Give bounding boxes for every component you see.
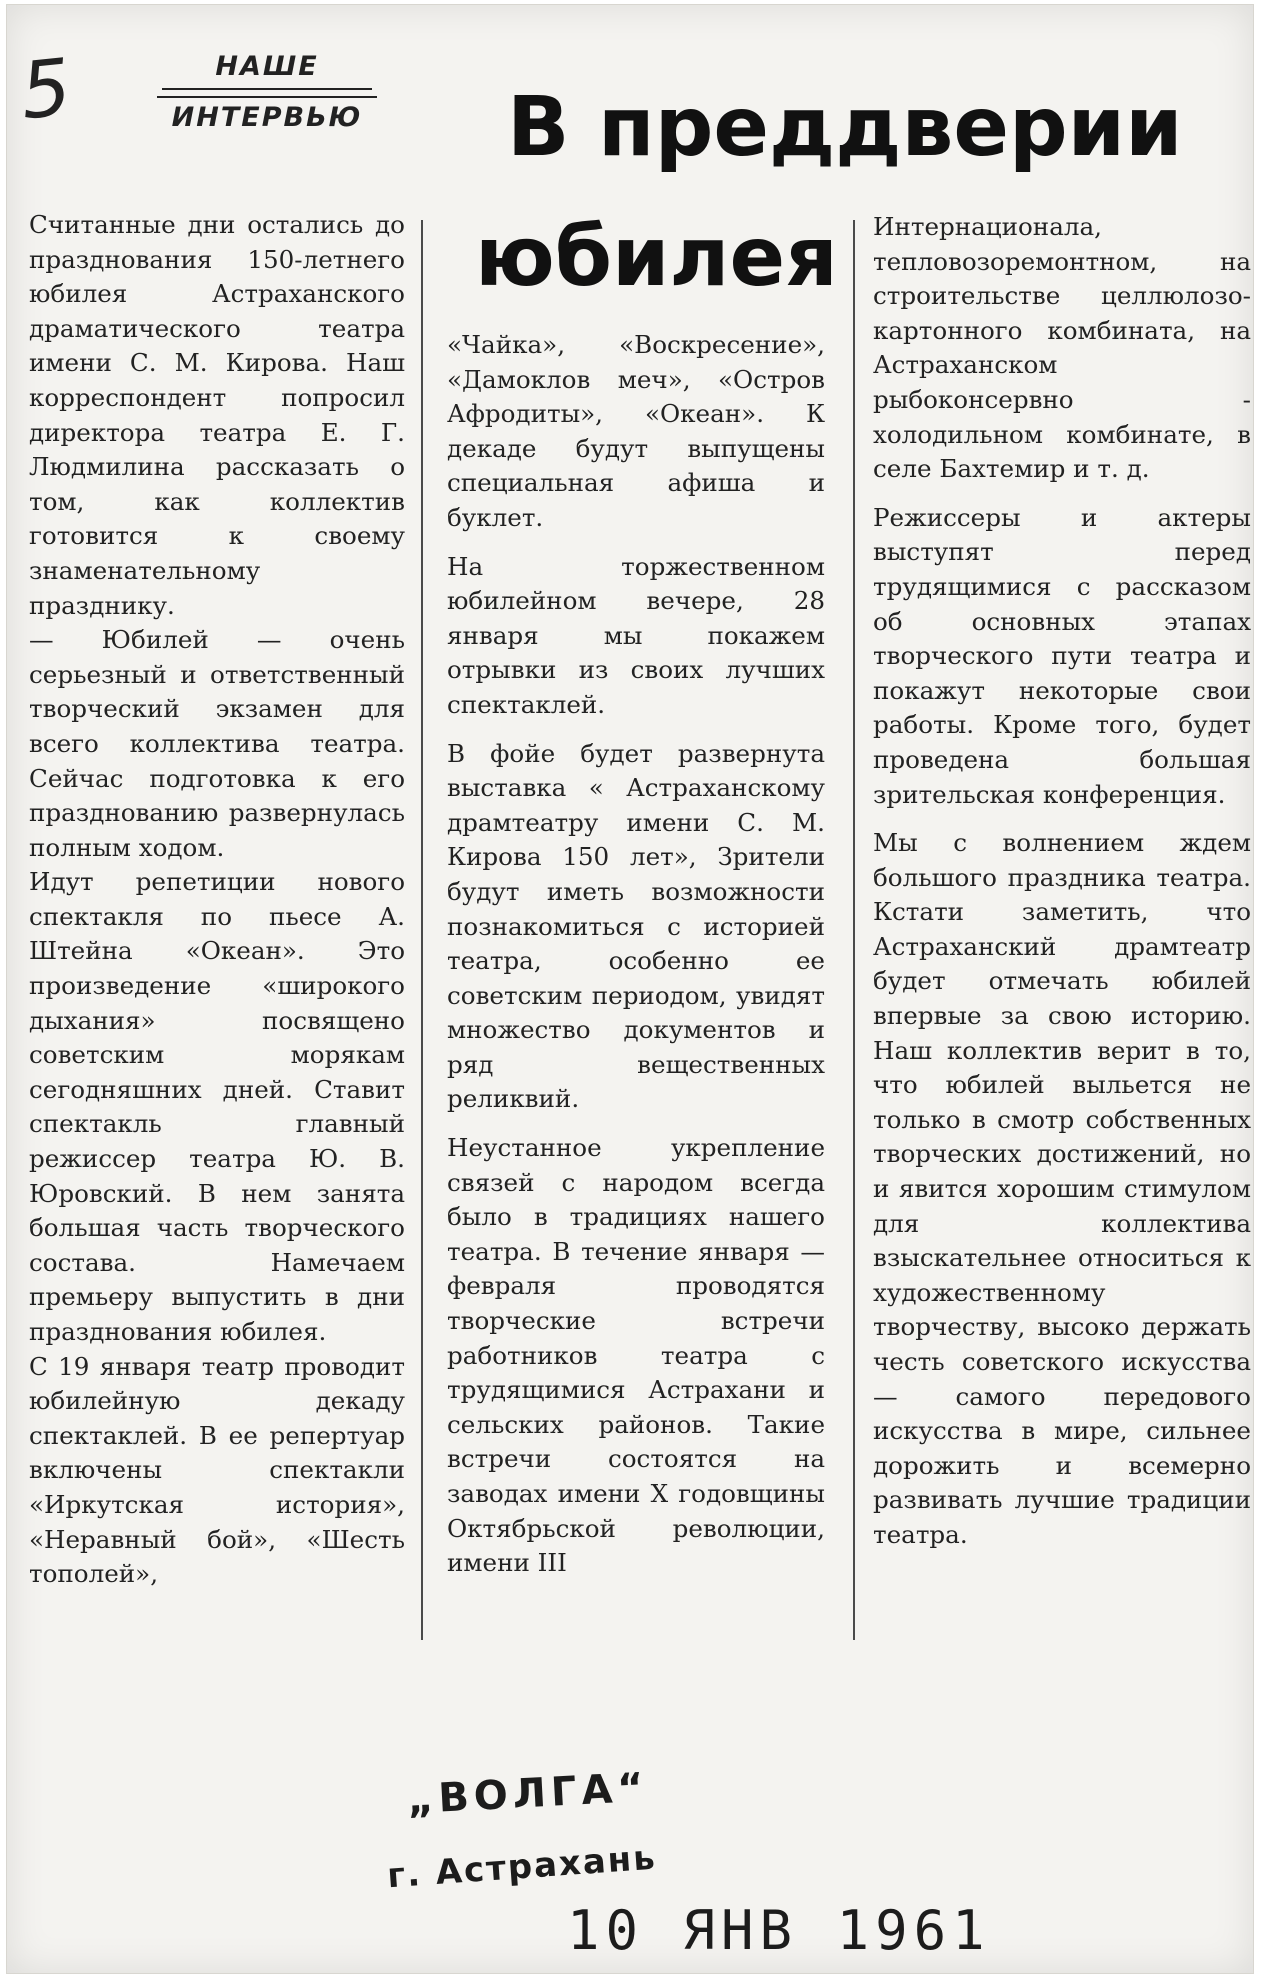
- rubric: [157, 51, 377, 133]
- rubric-line-1: НАШЕ: [215, 51, 319, 82]
- paragraph: Режиссеры и актеры выступят перед трудящимися с рассказом об основных этапах творческого пути театра и покажут некоторые свои работы. Кроме того, будет проведена большая зрительская конференция.: [873, 502, 1251, 809]
- paragraph: Идут репетиции нового спектакля по пьесе А. Штейна «Океан». Это произведение «широкого дыхания» посвящено советским морякам сегодняшних дней. Ставит спектакль главный режиссер театра Ю. В. Юровский. В нем занята большая часть творческого состава. Намечаем премьеру выпустить в дни празднования юбилея.: [29, 867, 405, 1346]
- column-divider: [853, 220, 855, 1640]
- paragraph: Мы с волнением ждем большого праздника театра. Кстати заметить, что Астраханский драмтеатр будет отмечать юбилей впервые за свою историю. Наш коллектив верит в то, что юбилей выльется не только в смотр собственных творческих достижений, но и явится хорошим стимулом для коллектива взыскательнее относиться к художественному творчеству, высоко держать честь советского искусства — самого передового искусства в мире, сильнее дорожить и всемерно развивать лучшие традиции театра.: [873, 828, 1251, 1549]
- column-divider: [421, 220, 423, 1640]
- stamp-newspaper-name: „ВОЛГА“: [405, 1764, 650, 1824]
- headline-line-1: В преддверии: [507, 80, 1183, 175]
- article-column-2: [447, 328, 825, 1581]
- newspaper-clipping: [6, 4, 1254, 1974]
- paragraph: В фойе будет развернута выставка « Астраханскому драмтеатру имени С. М. Кирова 150 лет», Зрители будут иметь возможности познакомиться с историей театра, особенно ее советским периодом, увидят множество документов и ряд вещественных реликвий.: [447, 738, 825, 1114]
- article-column-3: [873, 210, 1251, 1553]
- paragraph: — Юбилей — очень серьезный и ответственный творческий экзамен для всего коллектива театра. Сейчас подготовка к его празднованию развернулась полным ходом.: [29, 625, 405, 862]
- handwritten-page-number: 5: [16, 42, 76, 138]
- paragraph: Неустанное укрепление связей с народом всегда было в традициях нашего театра. В течение января — февраля проводятся творческие встречи работников театра с трудящимися Астрахани и сельских районов. Такие встречи состоятся на заводах имени X годовщины Октябрьской революции, имени III: [447, 1133, 825, 1578]
- rubric-divider: [162, 88, 372, 90]
- stamp-date: 10 ЯНВ 1961: [567, 1899, 991, 1962]
- rubric-line-2: ИНТЕРВЬЮ: [157, 96, 377, 133]
- article-column-1: [29, 208, 405, 1592]
- paragraph: «Чайка», «Воскресение», «Дамоклов меч», «Остров Афродиты», «Океан». К декаде будут выпущены специальная афиша и буклет.: [447, 330, 825, 532]
- paragraph: Интернационала, тепловозоремонтном, на строительстве целлюлозо-картонного комбината, на Астраханском рыбоконсервно - холодильном комбинате, в селе Бахтемир и т. д.: [873, 212, 1251, 484]
- stamp-city: г. Астрахань: [385, 1837, 658, 1897]
- headline-line-2: юбилея: [475, 210, 838, 305]
- paragraph: С 19 января театр проводит юбилейную декаду спектаклей. В ее репертуар включены спектакли «Иркутская история», «Неравный бой», «Шесть тополей»,: [29, 1351, 405, 1589]
- paragraph: На торжественном юбилейном вечере, 28 января мы покажем отрывки из своих лучших спектаклей.: [447, 551, 825, 719]
- paragraph: Считанные дни остались до празднования 150-летнего юбилея Астраханского драматического театра имени С. М. Кирова. Наш корреспондент попросил директора театра Е. Г. Людмилина рассказать о том, как коллектив готовится к своему знаменательному празднику.: [29, 210, 405, 620]
